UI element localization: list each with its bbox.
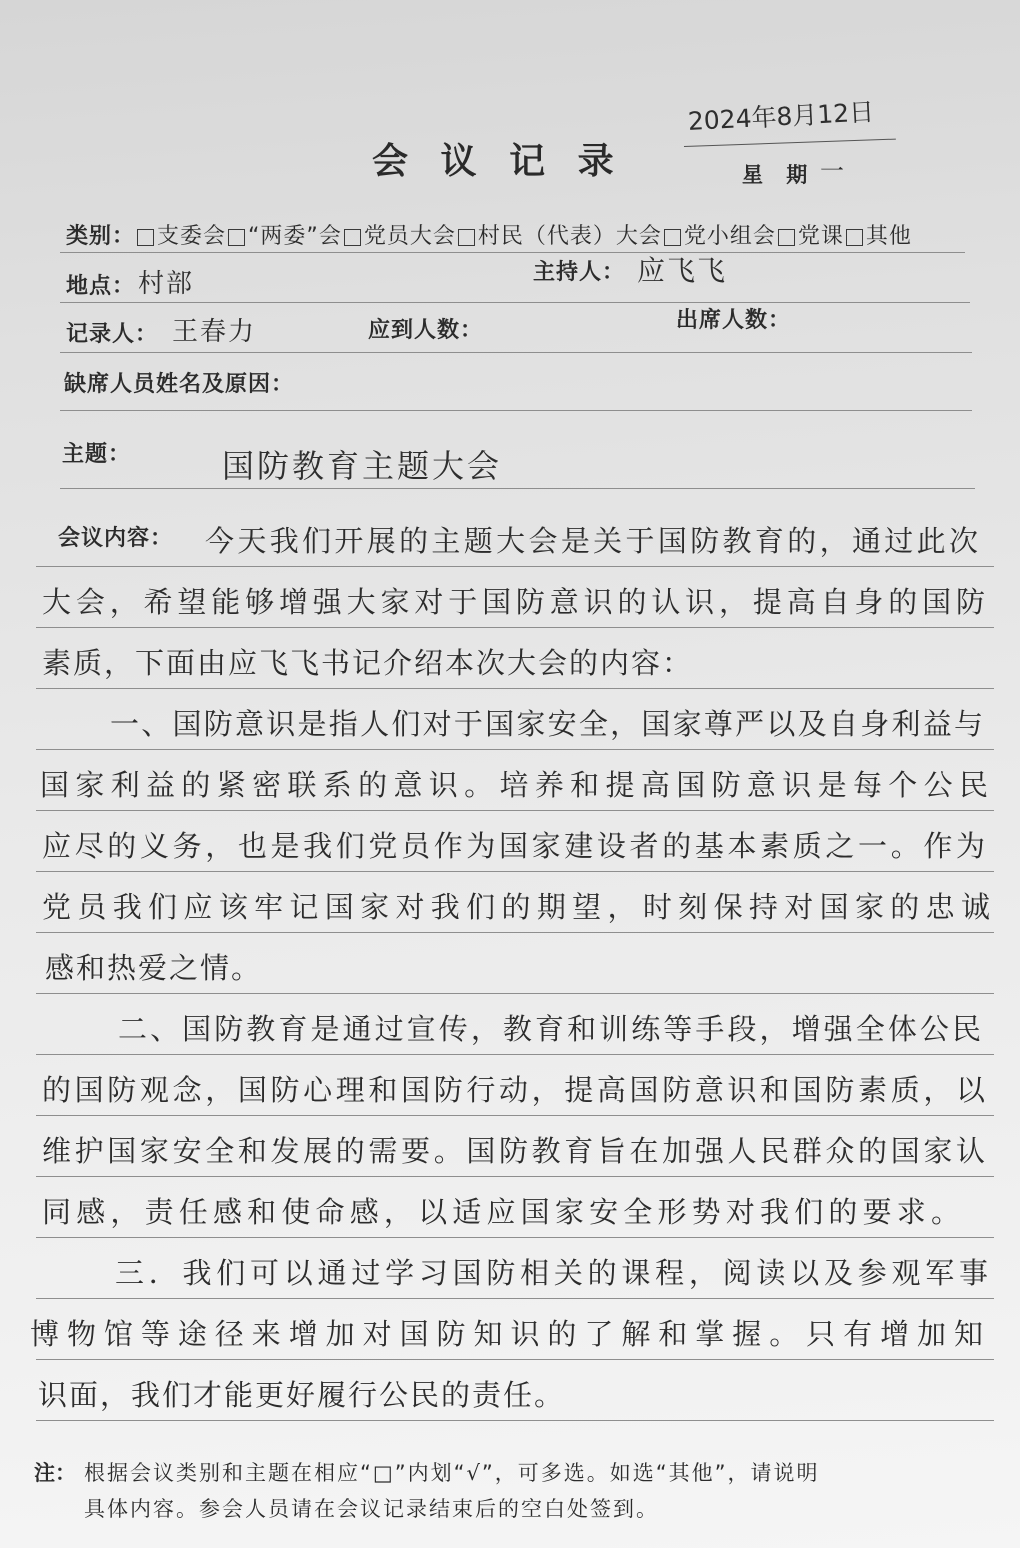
ruled-line: [36, 1176, 994, 1177]
checkbox: [344, 229, 361, 246]
content-line: 识面，我们才能更好履行公民的责任。: [38, 1378, 566, 1412]
content-line: 国家利益的紧密联系的意识。培养和提高国防意识是每个公民: [40, 768, 990, 802]
expected-count-label: 应到人数：: [368, 318, 484, 343]
note-label: 注：: [34, 1461, 76, 1485]
category-option-party-member-meeting: [342, 222, 456, 252]
weekday-label: 星 期: [742, 163, 816, 187]
ruled-line: [36, 1237, 994, 1238]
category-option-party-lecture: [776, 222, 844, 252]
content-label: 会议内容：: [58, 526, 174, 551]
ruled-line: [60, 410, 972, 411]
option-label: 党小组会: [683, 224, 776, 249]
content-line: 素质，下面由应飞飞书记介绍本次大会的内容：: [42, 646, 694, 680]
category-option-villager-meeting: [456, 222, 662, 252]
checkbox: [137, 229, 154, 246]
option-label: “两委”会: [248, 224, 342, 249]
content-line: 二、国防教育是通过宣传，教育和训练等手段，增强全体公民: [118, 1012, 983, 1046]
option-label: 其他: [865, 224, 912, 249]
checkbox: [846, 229, 863, 246]
category-row: [66, 222, 912, 252]
ruled-line: [36, 688, 994, 689]
host-value: 应飞飞: [637, 254, 728, 287]
ruled-line: [60, 252, 965, 253]
option-label: 支委会: [157, 224, 227, 249]
content-line: 党员我们应该牢记国家对我们的期望，时刻保持对国家的忠诚: [42, 890, 992, 924]
ruled-line: [60, 302, 970, 303]
ruled-line: [36, 749, 994, 750]
form-title: 会 议 记 录: [372, 141, 624, 182]
absentees-label: 缺席人员姓名及原因：: [64, 372, 295, 397]
content-line: 应尽的义务，也是我们党员作为国家建设者的基本素质之一。作为: [42, 829, 987, 863]
option-label: 党员大会: [363, 224, 456, 249]
location-label: 地点：: [66, 274, 136, 299]
ruled-line: [36, 1420, 994, 1421]
content-line: 一、国防意识是指人们对于国家安全，国家尊严以及自身利益与: [110, 707, 985, 741]
category-label: 类别：: [66, 224, 136, 249]
checkbox: [664, 229, 681, 246]
recorder-label: 记录人：: [66, 322, 159, 347]
ruled-line: [36, 1115, 994, 1116]
content-line: 维护国家安全和发展的需要。国防教育旨在加强人民群众的国家认: [42, 1134, 987, 1168]
ruled-line: [36, 1359, 994, 1360]
checkbox: [458, 229, 475, 246]
note-text: 根据会议类别和主题在相应“□”内划“√”，可多选。如选“其他”，请说明: [84, 1461, 820, 1485]
ruled-line: [36, 566, 994, 567]
content-line: 同感，责任感和使命感，以适应国家安全形势对我们的要求。: [42, 1195, 962, 1229]
location-value: 村部: [138, 269, 195, 299]
ruled-line: [36, 1298, 994, 1299]
ruled-line: [60, 352, 972, 353]
checkbox: [228, 229, 245, 246]
weekday-value: 一: [820, 157, 844, 185]
host-label: 主持人：: [533, 260, 626, 285]
checkbox: [778, 229, 795, 246]
option-label: 党课: [797, 224, 844, 249]
attendance-count-label: 出席人数：: [676, 308, 792, 333]
recorder-value: 王春力: [172, 317, 257, 347]
content-line: 的国防观念，国防心理和国防行动，提高国防意识和国防素质，以: [42, 1073, 987, 1107]
content-line: 今天我们开展的主题大会是关于国防教育的，通过此次: [205, 524, 980, 558]
content-line: 博物馆等途径来增加对国防知识的了解和掌握。只有增加知: [30, 1317, 985, 1351]
ruled-line: [36, 993, 994, 994]
topic-label: 主题：: [62, 442, 132, 467]
ruled-line: [36, 810, 994, 811]
ruled-line: [60, 488, 975, 489]
content-line: 大会，希望能够增强大家对于国防意识的认识，提高自身的国防: [42, 585, 987, 619]
category-option-other: [844, 222, 912, 252]
date-underline: [684, 139, 896, 147]
ruled-line: [36, 932, 994, 933]
ruled-line: [36, 627, 994, 628]
meeting-date: 2024年8月12日: [687, 97, 875, 136]
category-option-two-committees: [226, 222, 342, 252]
ruled-line: [36, 1054, 994, 1055]
category-option-party-group-meeting: [662, 222, 776, 252]
content-line: 三．我们可以通过学习国防相关的课程，阅读以及参观军事: [115, 1256, 990, 1290]
option-label: 村民（代表）大会: [477, 224, 662, 249]
ruled-line: [36, 871, 994, 872]
content-line: 感和热爱之情。: [45, 951, 263, 985]
note-text: 具体内容。参会人员请在会议记录结束后的空白处签到。: [84, 1497, 659, 1521]
topic-value: 国防教育主题大会: [222, 447, 503, 485]
category-option-branch-committee: [135, 222, 226, 252]
